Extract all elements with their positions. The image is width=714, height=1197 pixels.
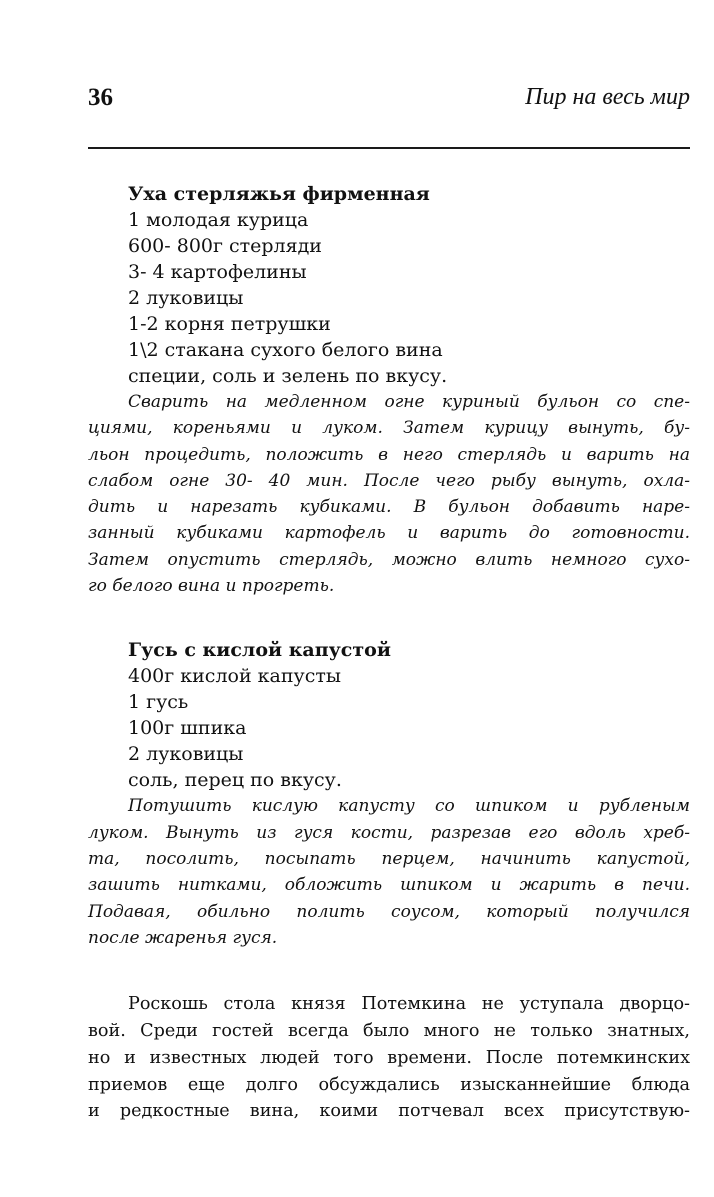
ingredient-item: 400г кислой капусты bbox=[128, 665, 341, 688]
page-header bbox=[88, 84, 690, 116]
ingredient-item: 3- 4 картофелины bbox=[128, 261, 307, 283]
method-line: та, посолить, посыпать перцем, начинить капустой, bbox=[88, 848, 690, 869]
recipe-goose bbox=[88, 637, 690, 951]
recipe-method bbox=[88, 389, 690, 599]
prose-line: вой. Среди гостей всегда было много не только знатных, bbox=[88, 1020, 690, 1041]
prose-line: приемов еще долго обсуждались изысканнейшие блюда bbox=[88, 1074, 690, 1095]
ingredient-item: 1 молодая курица bbox=[128, 209, 309, 231]
prose-line: но и известных людей того времени. После потемкинских bbox=[88, 1047, 690, 1068]
header-rule bbox=[88, 147, 690, 149]
ingredient-item: 2 луковицы bbox=[128, 287, 244, 309]
method-line: го белого вина и прогреть. bbox=[88, 576, 335, 597]
page-body bbox=[88, 181, 690, 1125]
ingredient-item: 1 гусь bbox=[128, 691, 189, 714]
recipe-method bbox=[88, 793, 690, 951]
method-line: луком. Вынуть из гуся кости, разрезав его вдоль хреб- bbox=[88, 822, 690, 843]
method-line: слабом огне 30- 40 мин. После чего рыбу вынуть, охла- bbox=[88, 470, 690, 491]
ingredient-list bbox=[128, 663, 690, 793]
ingredient-item: специи, соль и зелень по вкусу. bbox=[128, 365, 448, 387]
recipe-title: Уха стерляжья фирменная bbox=[128, 183, 430, 205]
method-line: занный кубиками картофель и варить до готовности. bbox=[88, 523, 690, 544]
method-line: Затем опустить стерлядь, можно влить немного сухо- bbox=[88, 549, 690, 570]
ingredient-list bbox=[128, 207, 690, 389]
method-line: зашить нитками, обложить шпиком и жарить в печи. bbox=[88, 875, 690, 896]
ingredient-item: 1\2 стакана сухого белого вина bbox=[128, 339, 443, 361]
method-line: льон процедить, положить в него стерлядь и варить на bbox=[88, 444, 690, 465]
ingredient-item: 100г шпика bbox=[128, 717, 247, 740]
ingredient-item: 600- 800г стерляди bbox=[128, 235, 322, 257]
ingredient-item: 2 луковицы bbox=[128, 743, 244, 766]
prose-paragraph bbox=[88, 991, 690, 1125]
page-number: 36 bbox=[88, 84, 113, 111]
method-line: после жаренья гуся. bbox=[88, 927, 278, 948]
section-spacer bbox=[128, 599, 690, 637]
ingredient-item: 1-2 корня петрушки bbox=[128, 313, 331, 335]
method-line: Подавая, обильно полить соусом, который получился bbox=[88, 901, 690, 922]
running-title: Пир на весь мир bbox=[525, 84, 690, 110]
recipe-ukha bbox=[88, 181, 690, 599]
method-line: циями, кореньями и луком. Затем курицу вынуть, бу- bbox=[88, 418, 690, 439]
ingredient-item: соль, перец по вкусу. bbox=[128, 769, 342, 792]
section-spacer bbox=[128, 951, 690, 991]
method-line: Сварить на медленном огне куриный бульон со спе- bbox=[128, 392, 690, 412]
recipe-title: Гусь с кислой капустой bbox=[128, 639, 391, 662]
method-line: Потушить кислую капусту со шпиком и рубленым bbox=[128, 796, 690, 817]
method-line: дить и нарезать кубиками. В бульон добавить наре- bbox=[88, 497, 690, 518]
prose-line: и редкостные вина, коими потчевал всех присутствую- bbox=[88, 1101, 690, 1122]
prose-line: Роскошь стола князя Потемкина не уступала дворцо- bbox=[128, 994, 690, 1015]
